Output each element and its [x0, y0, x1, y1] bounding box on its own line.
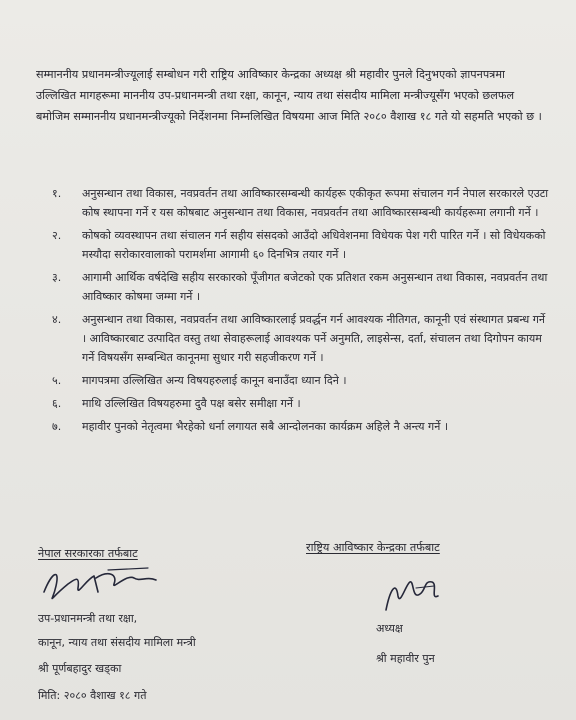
list-item — [52, 226, 552, 264]
item-text: मागपत्रमा उल्लिखित अन्य विषयहरुलाई कानून बनाउँदा ध्यान दिने । — [82, 374, 347, 387]
list-item — [52, 268, 552, 306]
item-text: महावीर पुनको नेतृत्वमा भैरहेको धर्ना लगायत सबै आन्दोलनका कार्यक्रम अहिले नै अन्त्य गर्ने । — [82, 420, 449, 433]
item-number: १. — [52, 187, 62, 200]
government-title-line2: कानून, न्याय तथा संसदीय मामिला मन्त्री — [38, 636, 196, 649]
list-item — [52, 371, 552, 390]
item-number: ५. — [52, 374, 62, 387]
item-number: ७. — [52, 420, 62, 433]
government-heading: नेपाल सरकारका तर्फबाट — [38, 547, 138, 560]
center-signatory-name: श्री महावीर पुन — [376, 652, 435, 665]
document-date: मिति: २०८० वैशाख १८ गते — [38, 689, 147, 702]
item-text: माथि उल्लिखित विषयहरुमा दुवै पक्ष बसेर समीक्षा गर्ने । — [82, 397, 301, 410]
government-signature-icon — [38, 562, 188, 606]
item-text: अनुसन्धान तथा विकास, नवप्रवर्तन तथा आविष्कारसम्बन्धी कार्यहरू एकीकृत रूपमा संचालन गर्न नेपाल सरकारले एउटा कोष स्थापना गर्ने र यस कोषबाट अनुसन्धान तथा विकास, नवप्रवर्तन तथा आविष्कारसम्बन्धी कार्यहरूमा लगानी गर्ने । — [82, 187, 549, 219]
government-signature-block — [38, 546, 268, 678]
item-text: आगामी आर्थिक वर्षदेखि सहीय सरकारको पूँजीगत बजेटको एक प्रतिशत रकम अनुसन्धान तथा विकास, नवप्रवर्तन तथा आविष्कार कोषमा जम्मा गर्ने । — [82, 271, 548, 303]
item-number: २. — [52, 229, 62, 242]
list-item — [52, 310, 552, 367]
item-number: ४. — [52, 313, 62, 326]
center-signature-block — [306, 540, 546, 668]
agreement-list — [52, 184, 552, 440]
intro-paragraph: सम्माननीय प्रधानमन्त्रीज्यूलाई सम्बोधन गरी राष्ट्रिय आविष्कार केन्द्रका अध्यक्ष श्री महावीर पुनले दिनुभएको ज्ञापनपत्रमा उल्लिखित मागहरूमा माननीय उप-प्रधानमन्त्री तथा रक्षा, कानून, न्याय तथा संसदीय मामिला मन्त्रीज्यूसँग भएको छलफल बमोजिम सम्माननीय प्रधानमन्त्रीज्यूको निर्देशनमा निम्नलिखित विषयमा आज मिति २०८० वैशाख १८ गते यो सहमति भएको छ । — [36, 68, 542, 123]
list-item — [52, 417, 552, 436]
government-signatory-name: श्री पूर्णबहादुर खड्का — [38, 662, 122, 675]
center-signature-icon — [376, 570, 496, 620]
list-item — [52, 184, 552, 222]
item-text: अनुसन्धान तथा विकास, नवप्रवर्तन तथा आविष्कारलाई प्रवर्द्धन गर्न आवश्यक नीतिगत, कानूनी एवं संस्थागत प्रबन्ध गर्ने । आविष्कारबाट उत्पादित वस्तु तथा सेवाहरूलाई आवश्यक पर्ने अनुमति, लाइसेन्स, दर्ता, संचालन तथा दिगोपन कायम गर्ने विषयसँग सम्बन्धित कानूनमा सुधार गरी सहजीकरण गर्ने । — [82, 313, 545, 364]
center-heading: राष्ट्रिय आविष्कार केन्द्रका तर्फबाट — [306, 541, 440, 554]
center-title: अध्यक्ष — [376, 622, 403, 635]
item-text: कोषको व्यवस्थापन तथा संचालन गर्न सहीय संसदको आउँदो अधिवेशनमा विधेयक पेश गरी पारित गर्ने । सो विधेयकको मस्यौदा सरोकारवालाको परामर्शमा आगामी ६० दिनभित्र तयार गर्ने । — [82, 229, 546, 261]
list-item — [52, 394, 552, 413]
item-number: ३. — [52, 271, 62, 284]
government-title-line1: उप-प्रधानमन्त्री तथा रक्षा, — [38, 612, 138, 625]
item-number: ६. — [52, 397, 62, 410]
